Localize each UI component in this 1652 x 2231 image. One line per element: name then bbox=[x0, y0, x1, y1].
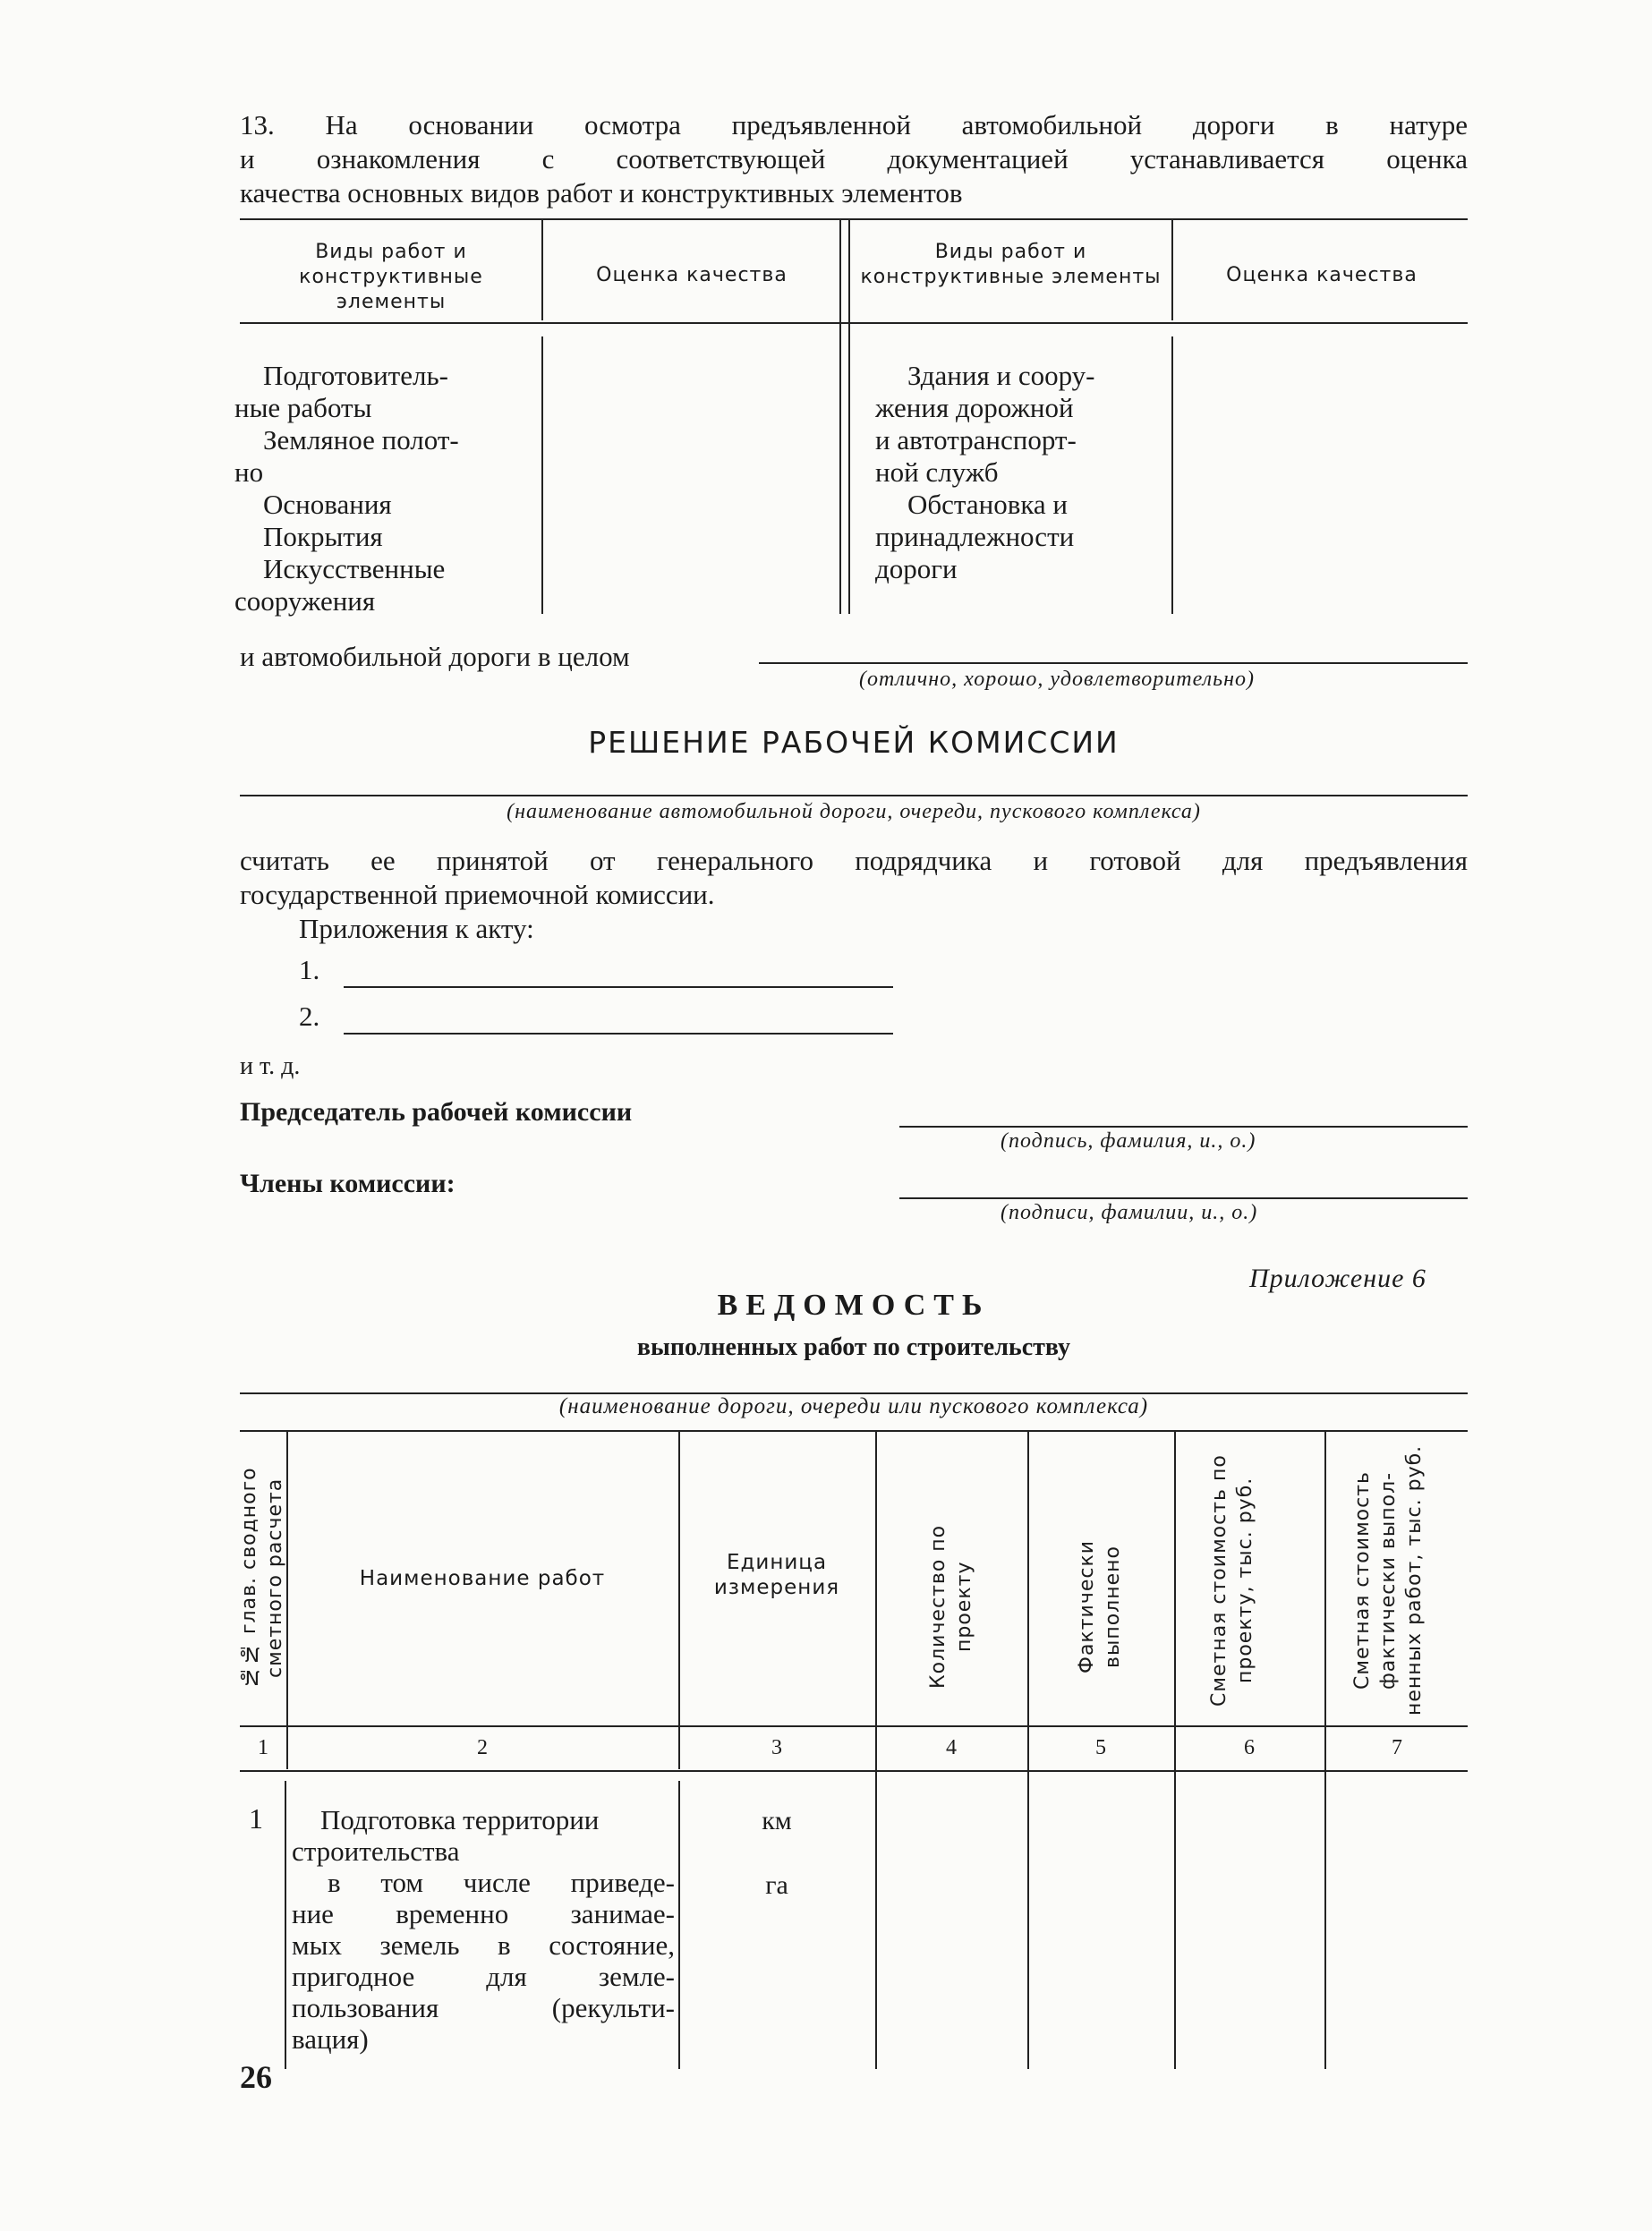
works-header-qty-project: Количество по проекту bbox=[927, 1524, 975, 1689]
work-name-line: пригодное для земле- bbox=[292, 1961, 675, 1992]
list-item: и автотранспорт- bbox=[875, 424, 1077, 456]
attachment-1-line bbox=[344, 986, 893, 988]
chairman-label: Председатель рабочей комиссии bbox=[240, 1097, 633, 1127]
work-name-line: Подготовка территории bbox=[320, 1804, 600, 1835]
quality-header-types-2: Виды работ и конструктивные элементы bbox=[860, 241, 1162, 288]
overall-hint: (отлично, хорошо, удовлетворительно) bbox=[859, 668, 1255, 691]
work-name-line: пользования (рекульти- bbox=[292, 1992, 675, 2023]
work-name-line: строительства bbox=[292, 1835, 460, 1867]
list-item: Обстановка и bbox=[907, 489, 1069, 520]
vedomost-title: ВЕДОМОСТЬ bbox=[717, 1289, 991, 1322]
works-header-unit: Единица измерения bbox=[713, 1551, 840, 1599]
works-header-cost-actual: Сметная стоимость фактически выпол-ненных работ, тыс. руб. bbox=[1351, 1444, 1426, 1716]
chairman-signature-line bbox=[899, 1126, 1468, 1128]
decision-title: РЕШЕНИЕ РАБОЧЕЙ КОМИССИИ bbox=[588, 725, 1120, 760]
list-item: ной служб bbox=[875, 456, 999, 488]
decision-text-2: государственной приемочной комиссии. bbox=[240, 879, 715, 910]
intro-line-2: и ознакомления с соответствующей документацией устанавливается оценка bbox=[240, 143, 1468, 175]
col-number: 1 bbox=[258, 1736, 268, 1759]
road-name-line bbox=[240, 795, 1468, 796]
attachment-2-line bbox=[344, 1033, 893, 1035]
road-name-hint: (наименование автомобильной дороги, очереди, пускового комплекса) bbox=[507, 800, 1201, 823]
list-item: Искусственные bbox=[263, 553, 446, 584]
work-name-line: в том числе приведе- bbox=[328, 1867, 675, 1898]
list-item: Покрытия bbox=[263, 521, 383, 552]
list-item: Земляное полот- bbox=[263, 424, 459, 456]
attachment-1-number: 1. bbox=[299, 954, 320, 985]
list-item: но bbox=[234, 456, 264, 488]
work-name-line: ние временно занимае- bbox=[292, 1898, 675, 1929]
col-number: 2 bbox=[477, 1736, 488, 1759]
col-number: 3 bbox=[771, 1736, 782, 1759]
col-number: 7 bbox=[1392, 1736, 1402, 1759]
road-name-hint-2: (наименование дороги, очереди или пускового комплекса) bbox=[558, 1394, 1149, 1418]
row-number: 1 bbox=[249, 1802, 263, 1835]
col-number: 4 bbox=[946, 1736, 957, 1759]
row-work-name bbox=[292, 1804, 675, 2055]
list-item: дороги bbox=[875, 553, 958, 584]
etc-text: и т. д. bbox=[240, 1052, 301, 1080]
work-name-line: мых земель в состояние, bbox=[292, 1929, 675, 1961]
row-unit-ha: га bbox=[765, 1870, 788, 1900]
overall-line bbox=[759, 662, 1468, 664]
members-hint: (подписи, фамилии, и., о.) bbox=[1001, 1201, 1258, 1224]
work-name-line: вация) bbox=[292, 2023, 369, 2055]
list-item: Подготовитель- bbox=[263, 360, 448, 391]
attachment-2-number: 2. bbox=[299, 1001, 320, 1032]
intro-line-1: 13. На основании осмотра предъявленной автомобильной дороги в натуре bbox=[240, 109, 1468, 141]
quality-header-grade-2: Оценка качества bbox=[1226, 264, 1418, 286]
list-item: сооружения bbox=[234, 585, 376, 617]
works-header-actual: Фактически выполнено bbox=[1076, 1539, 1124, 1673]
quality-header-grade-1: Оценка качества bbox=[596, 264, 788, 286]
list-item: жения дорожной bbox=[875, 392, 1074, 423]
list-item: Здания и соору- bbox=[907, 360, 1095, 391]
page-number: 26 bbox=[240, 2059, 272, 2095]
members-label: Члены комиссии: bbox=[240, 1169, 456, 1198]
list-item: ные работы bbox=[234, 392, 372, 423]
col-number: 6 bbox=[1244, 1736, 1255, 1759]
works-header-cost-project: Сметная стоимость по проекту, тыс. руб. bbox=[1208, 1454, 1256, 1707]
chairman-hint: (подпись, фамилия, и., о.) bbox=[1001, 1129, 1256, 1153]
quality-header-types-1: Виды работ и конструктивные элементы bbox=[299, 241, 483, 313]
quality-right-items bbox=[875, 360, 1167, 585]
col-number: 5 bbox=[1095, 1736, 1106, 1759]
overall-label: и автомобильной дороги в целом bbox=[240, 641, 630, 672]
intro-line-3: качества основных видов работ и конструктивных элементов bbox=[240, 177, 963, 209]
quality-left-items bbox=[234, 360, 535, 617]
works-header-chapter: №№ глав. сводного сметного расчета bbox=[238, 1467, 286, 1689]
members-signature-line bbox=[899, 1197, 1468, 1199]
decision-text-1: считать ее принятой от генерального подрядчика и готовой для предъявления bbox=[240, 845, 1468, 876]
list-item: Основания bbox=[263, 489, 392, 520]
attachments-label: Приложения к акту: bbox=[299, 913, 534, 944]
appendix-label: Приложение 6 bbox=[1249, 1264, 1426, 1293]
row-unit-km: км bbox=[762, 1806, 792, 1835]
vedomost-subtitle: выполненных работ по строительству bbox=[636, 1333, 1071, 1361]
list-item: принадлежности bbox=[875, 521, 1075, 552]
works-header-name: Наименование работ bbox=[359, 1567, 606, 1590]
